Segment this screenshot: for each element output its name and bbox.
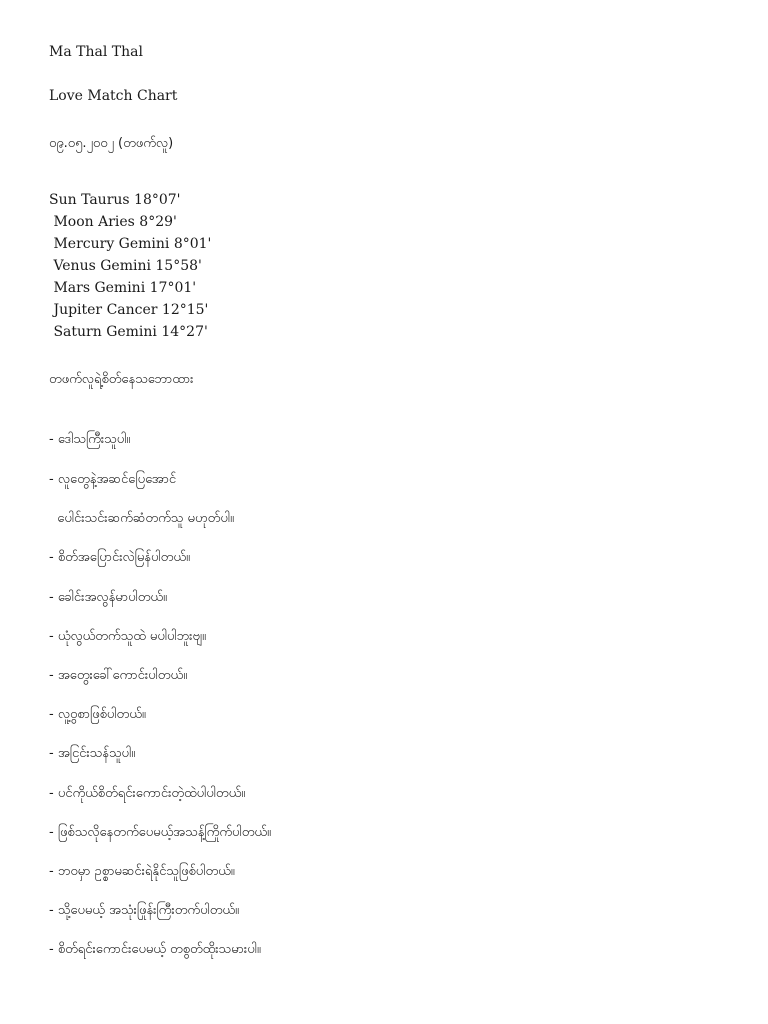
planet-line: Jupiter Cancer 12°15' [49,302,209,318]
trait-item: - လူတွေနဲ့အဆင်ပြေအောင် [49,472,177,487]
chart-title: Love Match Chart [49,88,178,104]
planet-line: Mars Gemini 17°01' [49,280,197,296]
planet-line: Saturn Gemini 14°27' [49,324,208,340]
planet-line: Sun Taurus 18°07' [49,192,181,208]
trait-item: - အငြင်းသန်သူပါ။ [49,746,136,761]
trait-item: - စိတ်ရင်းကောင်းပေမယ့် တစွတ်ထိုးသမားပါ။ [49,942,261,957]
trait-item: - ပင်ကိုယ်စိတ်ရင်းကောင်းတဲ့ထဲပါပါတယ်။ [49,786,246,801]
planet-line: Moon Aries 8°29' [49,214,177,230]
trait-item: - ခေါင်းအလွန်မာပါတယ်။ [49,590,167,605]
trait-item: - လူ့ဝွစာဖြစ်ပါတယ်။ [49,707,146,722]
planet-line: Mercury Gemini 8°01' [49,236,212,252]
trait-item: - ယုံလွယ်တက်သူထဲ မပါပါဘူးဗျ။ [49,629,206,644]
trait-item: - အတွေးခေါ်ကောင်းပါတယ်။ [49,668,188,683]
birth-date-line: ၀၉.၀၅.၂၀၀၂ (တဖက်လူ) [49,136,174,151]
trait-item: - စိတ်အပြောင်းလဲမြန်ပါတယ်။ [49,550,190,565]
trait-item: - သို့ပေမယ့် အသုံးဖြုန်းကြီးတက်ပါတယ်။ [49,903,239,918]
trait-item: - ဖြစ်သလိုနေတက်ပေမယ့်အသန့်ကြိုက်ပါတယ်။ [49,825,271,840]
person-name: Ma Thal Thal [49,44,143,60]
trait-item: - ဘဝမှာ ဥစ္စာမဆင်းရဲနိုင်သူဖြစ်ပါတယ်။ [49,864,235,879]
planet-line: Venus Gemini 15°58' [49,258,202,274]
trait-item: ပေါင်းသင်းဆက်ဆံတက်သူ မဟုတ်ပါ။ [49,511,234,526]
section-heading: တဖက်လူရဲ့စိတ်နေသဘောထား [49,372,194,387]
trait-item: - ဒေါသကြီးသူပါ။ [49,432,131,447]
